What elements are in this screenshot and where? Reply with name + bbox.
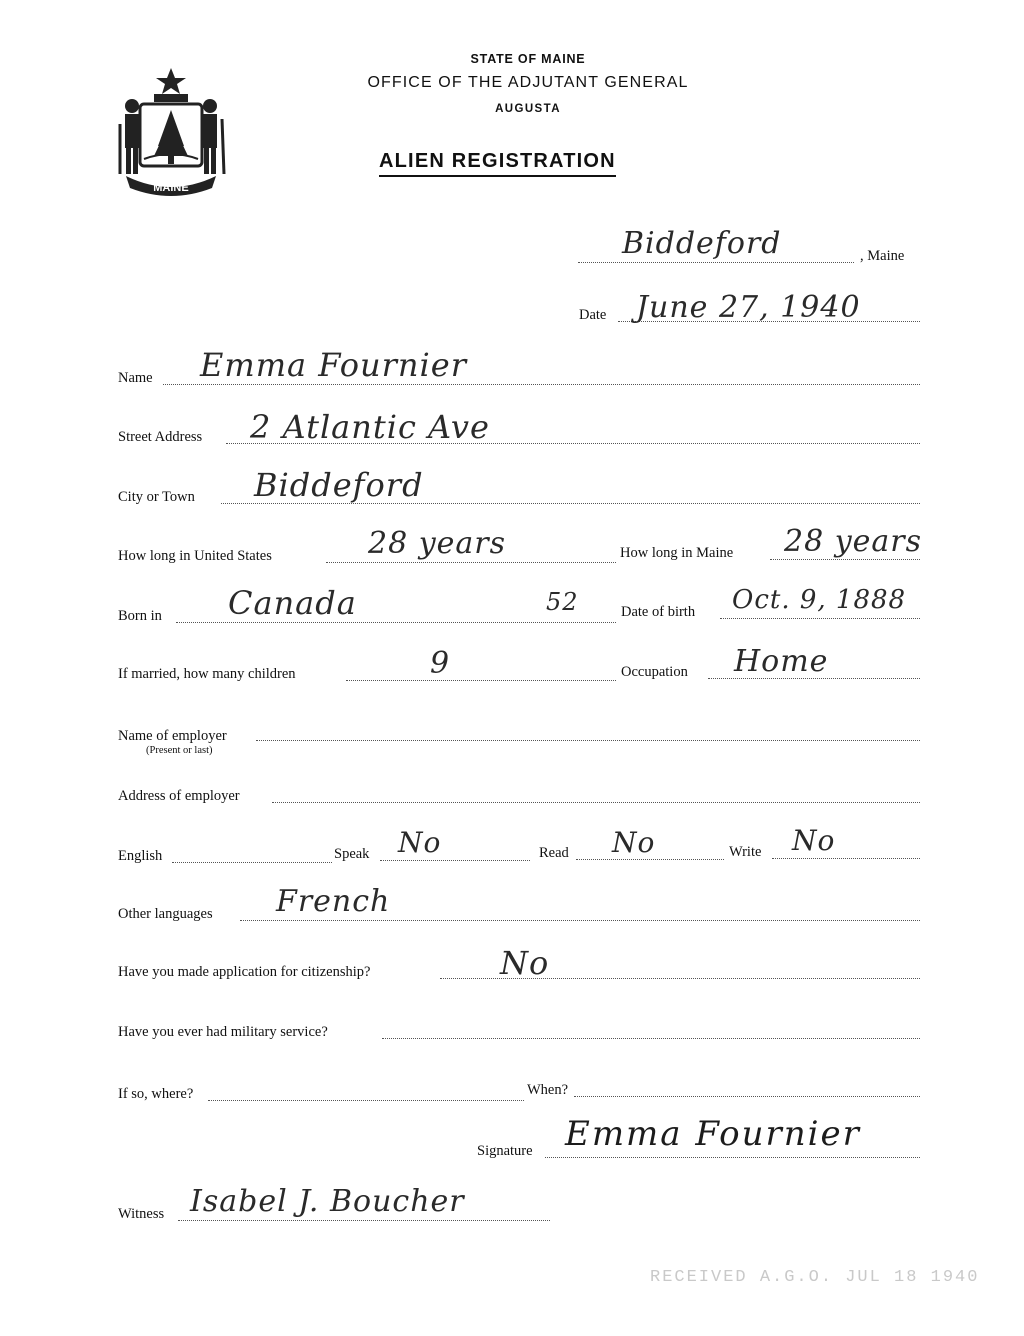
how-long-maine-label: How long in Maine bbox=[620, 545, 734, 561]
name-line bbox=[163, 384, 920, 385]
witness-value: Isabel J. Boucher bbox=[190, 1184, 465, 1219]
name-label: Name bbox=[118, 370, 153, 386]
speak-label: Speak bbox=[334, 846, 370, 862]
write-label: Write bbox=[729, 844, 762, 860]
children-line bbox=[346, 680, 616, 681]
street-address-label: Street Address bbox=[118, 429, 203, 445]
name-value: Emma Fournier bbox=[200, 346, 467, 384]
where-line bbox=[208, 1100, 524, 1101]
born-in-value: Canada bbox=[228, 584, 357, 622]
born-in-line bbox=[176, 622, 616, 623]
other-languages-value: French bbox=[276, 884, 391, 919]
when-label: When? bbox=[527, 1082, 569, 1098]
witness-label: Witness bbox=[118, 1206, 165, 1222]
other-languages-line bbox=[240, 920, 920, 921]
read-value: No bbox=[612, 826, 656, 859]
location-label: , Maine bbox=[860, 248, 905, 264]
other-languages-label: Other languages bbox=[118, 906, 213, 922]
employer-address-line bbox=[272, 802, 920, 803]
employer-address-label: Address of employer bbox=[118, 788, 240, 804]
where-label: If so, where? bbox=[118, 1086, 194, 1102]
military-line bbox=[382, 1038, 920, 1039]
dob-value: Oct. 9, 1888 bbox=[732, 585, 907, 615]
citizenship-value: No bbox=[500, 944, 550, 982]
employer-name-sublabel: (Present or last) bbox=[146, 745, 213, 756]
english-label: English bbox=[118, 848, 163, 864]
write-value: No bbox=[792, 824, 836, 857]
city-value: Biddeford bbox=[254, 466, 424, 504]
occupation-label: Occupation bbox=[621, 664, 688, 680]
location-value: Biddeford bbox=[622, 226, 782, 261]
occupation-value: Home bbox=[734, 644, 829, 679]
how-long-maine-value: 28 years bbox=[784, 524, 923, 559]
header-city: AUGUSTA bbox=[495, 103, 561, 115]
received-stamp: RECEIVED A.G.O. JUL 18 1940 bbox=[650, 1268, 980, 1287]
how-long-us-line bbox=[326, 562, 616, 563]
form-title: ALIEN REGISTRATION bbox=[379, 150, 616, 177]
speak-value: No bbox=[398, 826, 442, 859]
dob-line bbox=[720, 618, 920, 619]
citizenship-label: Have you made application for citizenship? bbox=[118, 964, 371, 980]
read-label: Read bbox=[539, 845, 569, 861]
when-line bbox=[574, 1096, 920, 1097]
signature-value: Emma Fournier bbox=[565, 1114, 861, 1154]
employer-name-line bbox=[256, 740, 920, 741]
employer-name-label: Name of employer bbox=[118, 728, 227, 744]
write-line bbox=[772, 858, 920, 859]
born-in-label: Born in bbox=[118, 608, 162, 624]
how-long-us-label: How long in United States bbox=[118, 548, 272, 564]
header-state: STATE OF MAINE bbox=[470, 52, 586, 66]
military-label: Have you ever had military service? bbox=[118, 1024, 328, 1040]
children-label: If married, how many children bbox=[118, 666, 296, 682]
date-value: June 27, 1940 bbox=[636, 290, 861, 325]
dob-label: Date of birth bbox=[621, 604, 696, 620]
how-long-us-value: 28 years bbox=[368, 526, 507, 561]
age-note: 52 bbox=[546, 588, 579, 616]
date-label: Date bbox=[579, 307, 607, 323]
city-label: City or Town bbox=[118, 489, 195, 505]
how-long-maine-line bbox=[770, 559, 920, 560]
children-value: 9 bbox=[430, 646, 451, 681]
english-line bbox=[172, 862, 332, 863]
signature-line bbox=[545, 1157, 920, 1158]
read-line bbox=[576, 859, 724, 860]
svg-text:MAINE: MAINE bbox=[153, 182, 189, 194]
header-office: OFFICE OF THE ADJUTANT GENERAL bbox=[367, 74, 689, 91]
speak-line bbox=[380, 860, 530, 861]
witness-line bbox=[178, 1220, 550, 1221]
location-line bbox=[578, 262, 854, 263]
signature-label: Signature bbox=[477, 1143, 533, 1159]
street-address-value: 2 Atlantic Ave bbox=[250, 408, 490, 446]
